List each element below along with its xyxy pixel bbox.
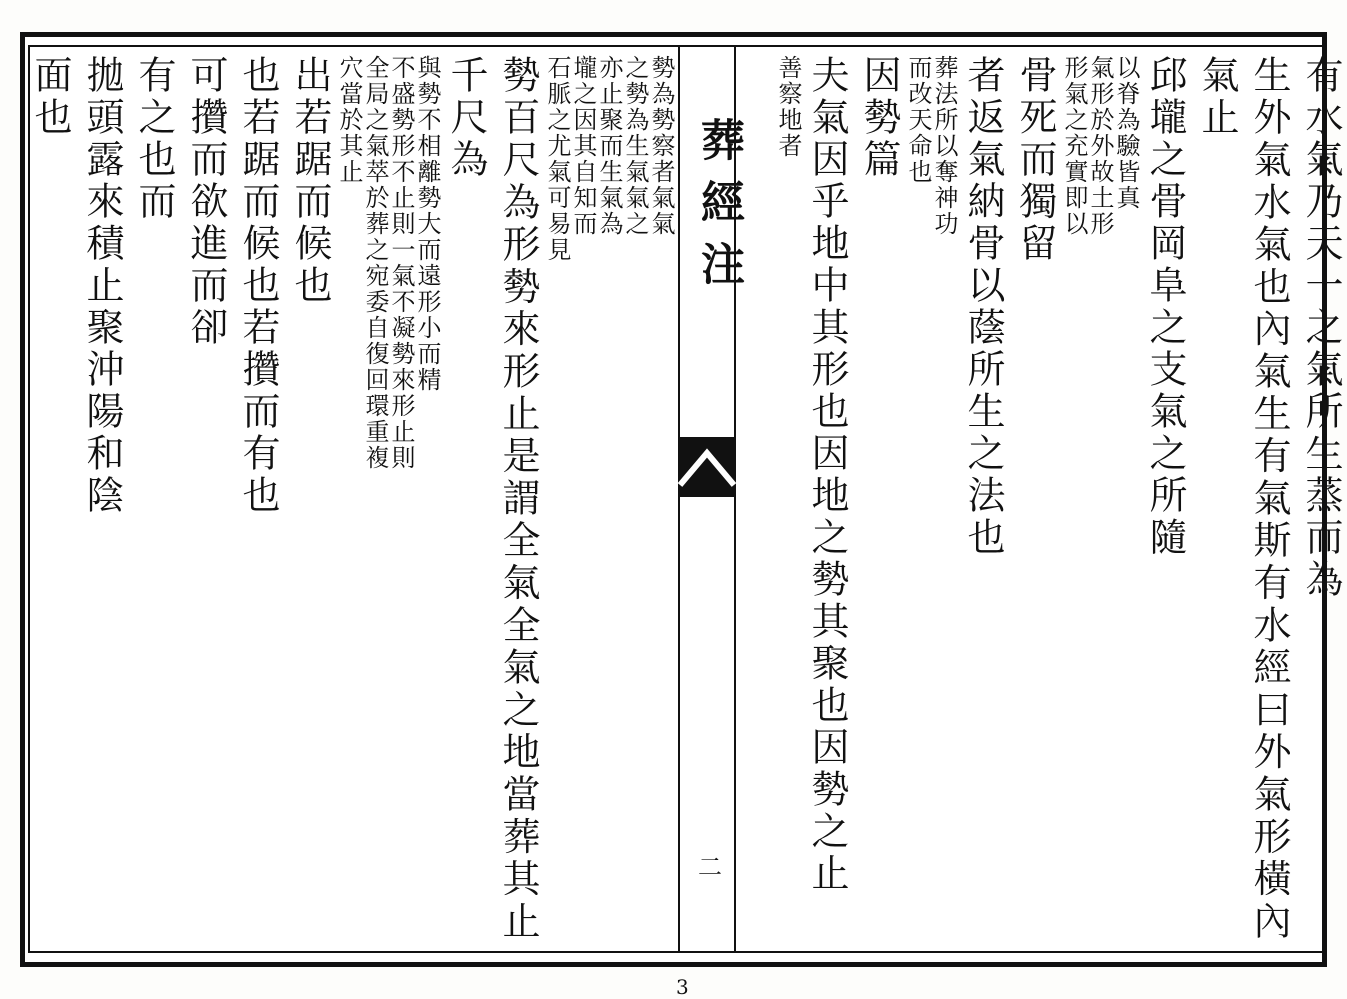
left-page-columns-col: 也若踞而候也若攢而有也 xyxy=(236,55,280,517)
left-page-text xyxy=(28,55,675,943)
left-page-columns-col: 全局之氣萃於葬之宛委自復回環重複 xyxy=(361,55,389,471)
book-title: 葬經注 xyxy=(693,117,744,303)
folio-number: 二 xyxy=(698,853,722,881)
right-page-text xyxy=(737,55,1347,943)
right-page-columns-col: 骨死而獨留 xyxy=(1013,55,1057,265)
left-page-columns-col: 不盛勢形不止則一氣不凝勢來形止則 xyxy=(387,55,415,471)
left-page-columns-col: 與勢不相離勢大而遠形小而精 xyxy=(413,55,441,393)
left-page-columns-col: 有之也而 xyxy=(132,55,176,223)
page-frame xyxy=(28,45,1343,953)
left-page-columns-col: 勢百尺為形勢來形止是謂全氣全氣之地當葬其止千尺為 xyxy=(444,55,540,943)
center-fold-strip xyxy=(678,47,744,951)
footer-page-number: 3 xyxy=(676,975,689,999)
right-page xyxy=(737,55,1347,943)
left-page-columns-col: 亦止聚而生氣為 xyxy=(595,55,623,237)
right-page-columns-col: 夫氣因乎地中其形也因地之勢其聚也因勢之止 xyxy=(805,55,849,895)
right-page-columns-col: 以脊為驗皆真 xyxy=(1112,55,1140,211)
left-page-columns-col: 之勢為生氣氣之 xyxy=(621,55,649,237)
right-page-columns-col: 因勢篇 xyxy=(857,55,901,181)
left-page-columns-col: 穴當於其止 xyxy=(335,55,363,185)
right-page-columns-col: 葬法所以奪神功 xyxy=(930,55,958,237)
left-page-columns-col: 拋頭露來積止聚沖陽和陰 xyxy=(80,55,124,517)
left-page-columns-col: 石脈之尤氣可易見 xyxy=(543,55,571,263)
left-page-columns-col: 勢為勢察者氣氣 xyxy=(647,55,675,237)
right-page-columns-col: 生外氣水氣也內氣生有氣斯有水經曰外氣形橫內氣止 xyxy=(1195,55,1291,943)
right-page-columns-col: 氣形於外故土形 xyxy=(1086,55,1114,237)
left-page-columns-col: 面也 xyxy=(28,55,72,139)
left-page-columns-col: 壠之因其自知而 xyxy=(569,55,597,237)
right-page-columns-col: 而改天命也 xyxy=(904,55,932,185)
left-page-columns-col: 出若踞而候也 xyxy=(288,55,332,307)
left-page xyxy=(28,55,675,943)
right-page-columns-col: 邱壠之骨岡阜之支氣之所隨 xyxy=(1143,55,1187,559)
right-page-columns-col: 善察地者 xyxy=(774,55,802,159)
fishtail-mark-icon xyxy=(680,437,734,497)
right-page-columns-col: 有水氣乃天一之氣所生蒸而為 xyxy=(1299,55,1343,601)
right-page-columns-col: 者返氣納骨以蔭所生之法也 xyxy=(961,55,1005,559)
left-page-columns-col: 可攢而欲進而卻 xyxy=(184,55,228,349)
right-page-columns-col: 形氣之充實即以 xyxy=(1060,55,1088,237)
